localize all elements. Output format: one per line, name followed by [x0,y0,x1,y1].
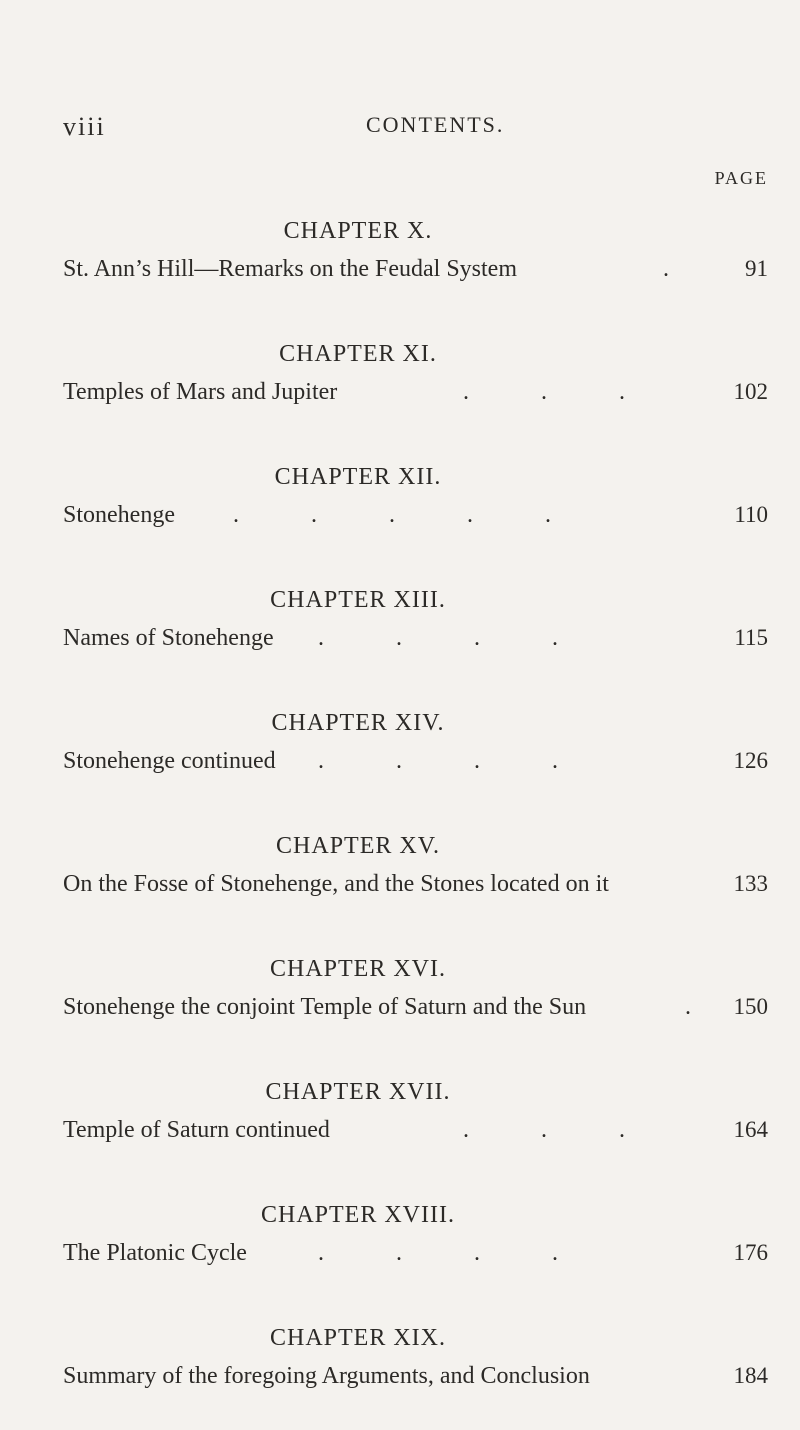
dot-leader: . . . . [318,748,558,774]
chapter-heading: CHAPTER X. [283,218,433,244]
entry-page-number: 164 [733,1117,768,1142]
entry-page-number: 184 [733,1363,768,1388]
entry-title: Names of Stonehenge [63,625,274,651]
toc-entry-chapter-xvii [63,1057,768,1180]
entry-page-number: 176 [733,1240,768,1265]
toc-entry-chapter-xi [63,319,768,442]
toc-entry-chapter-xv [63,811,768,934]
entry-title: Summary of the foregoing Arguments, and Conclusion [63,1363,590,1389]
entry-line [63,1117,768,1153]
entry-line [63,502,768,538]
entry-line [63,748,768,784]
entry-title: Stonehenge continued [63,748,276,774]
entry-line [63,994,768,1030]
entry-line [63,871,768,907]
dot-leader: . . . [463,1117,625,1143]
chapter-heading: CHAPTER XVII. [265,1079,451,1105]
entry-page-number: 115 [734,625,768,650]
toc-entry-chapter-xviii [63,1180,768,1303]
chapter-heading: CHAPTER XI. [279,341,437,367]
entry-title: The Platonic Cycle [63,1240,247,1266]
page-folio: viii [63,112,106,141]
chapter-heading: CHAPTER XIII. [270,587,446,613]
entry-title: Temple of Saturn continued [63,1117,330,1143]
toc-entry-chapter-xix [63,1303,768,1426]
entry-line [63,1240,768,1276]
entry-page-number: 102 [733,379,768,404]
entry-page-number: 150 [733,994,768,1019]
entry-line [63,625,768,661]
entry-page-number: 133 [733,871,768,896]
page-column-label: PAGE [714,168,768,188]
entry-title: On the Fosse of Stonehenge, and the Stones located on it [63,871,609,897]
entry-page-number: 91 [745,256,768,281]
running-head [63,112,763,152]
entry-page-number: 110 [734,502,768,527]
chapter-heading: CHAPTER XVI. [269,956,446,982]
toc-entry-chapter-x [63,196,768,319]
entry-line [63,1363,768,1399]
dot-leader: . [685,994,691,1020]
toc-entry-chapter-xiv [63,688,768,811]
entry-title: Stonehenge [63,502,175,528]
dot-leader: . . . . . [233,502,551,528]
dot-leader: . [663,256,669,282]
chapter-heading: CHAPTER XII. [274,464,442,490]
entry-line [63,379,768,415]
dot-leader: . . . . [318,1240,558,1266]
table-of-contents [63,196,768,1426]
chapter-heading: CHAPTER XV. [276,833,440,859]
dot-leader: . . . [463,379,625,405]
toc-entry-chapter-xii [63,442,768,565]
entry-title: St. Ann’s Hill—Remarks on the Feudal System [63,256,517,282]
chapter-heading: CHAPTER XIX. [269,1325,446,1351]
chapter-heading: CHAPTER XVIII. [261,1202,455,1228]
entry-page-number: 126 [733,748,768,773]
toc-entry-chapter-xvi [63,934,768,1057]
chapter-heading: CHAPTER XIV. [271,710,445,736]
running-head-title: CONTENTS. [366,112,505,137]
entry-title: Temples of Mars and Jupiter [63,379,338,405]
toc-entry-chapter-xiii [63,565,768,688]
dot-leader: . . . . [318,625,558,651]
entry-line [63,256,768,292]
entry-title: Stonehenge the conjoint Temple of Saturn and the Sun [63,994,587,1020]
